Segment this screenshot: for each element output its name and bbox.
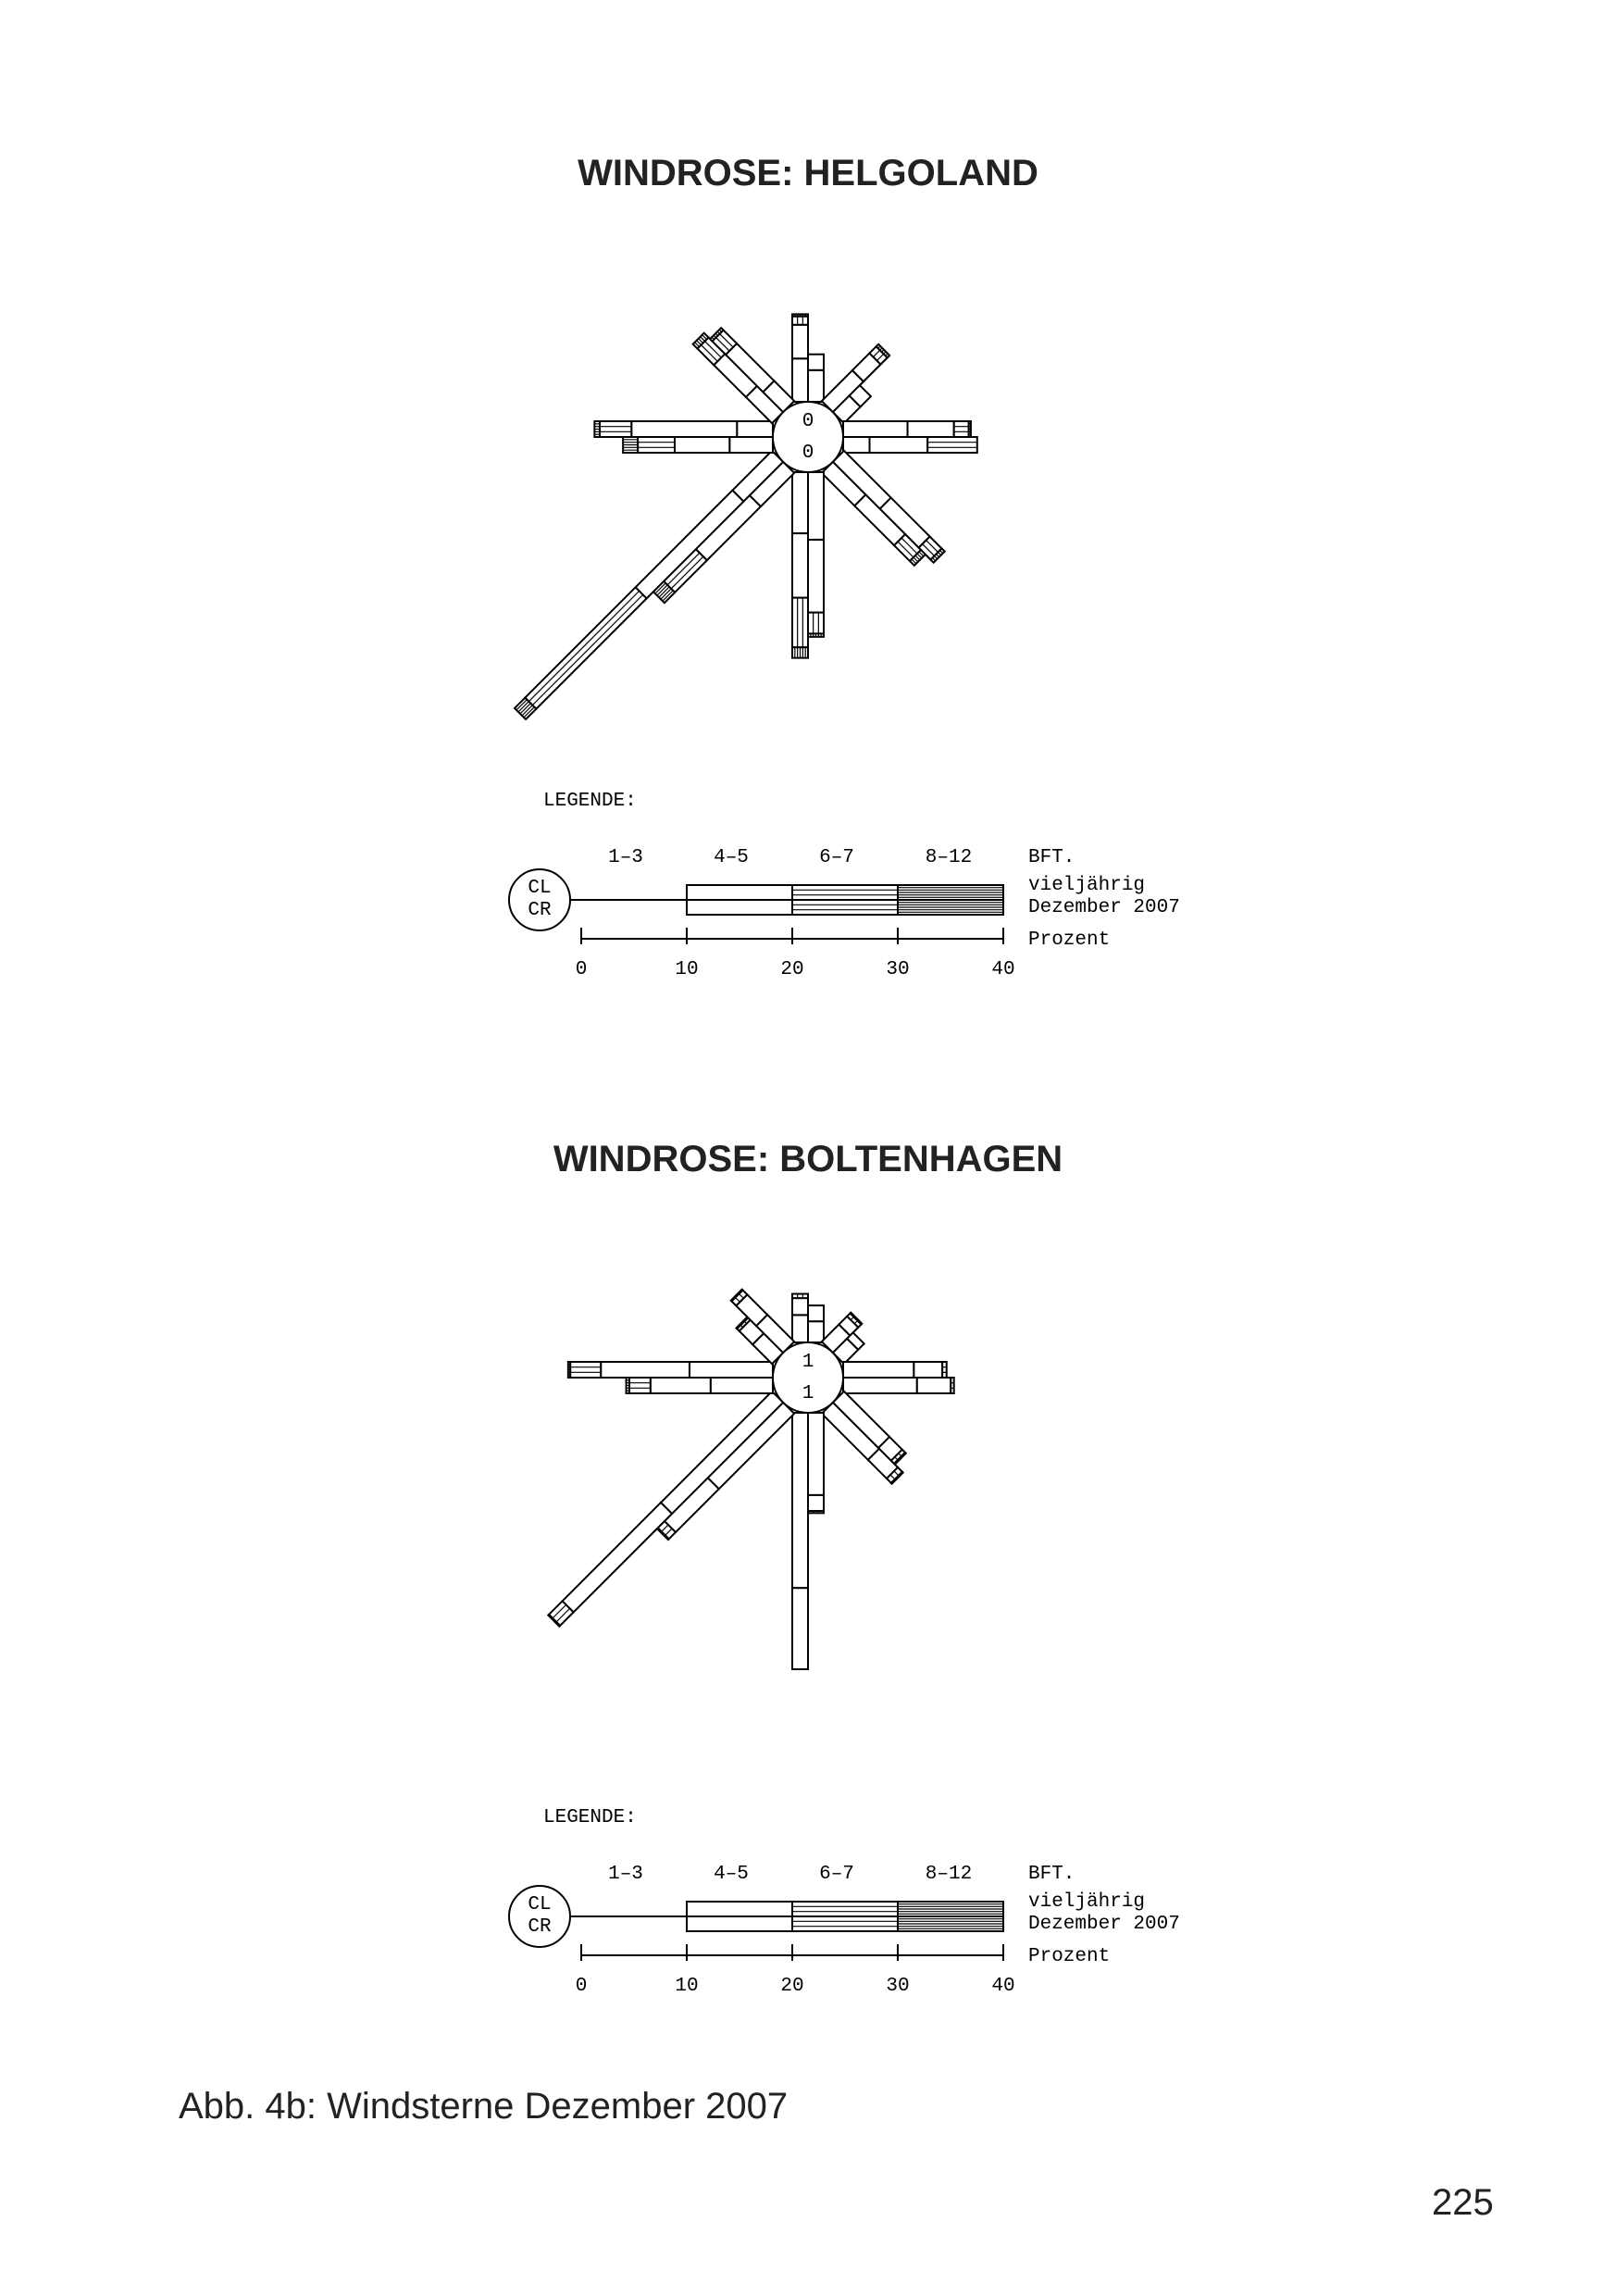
- bar-longterm-W-class-3: [629, 1378, 651, 1393]
- legend-bar-longterm-2: [687, 1902, 792, 1916]
- legend-class-4: 8–12: [925, 1864, 973, 1885]
- direction-N: [792, 314, 824, 402]
- bar-dec2007-W-class-3: [570, 1362, 601, 1378]
- legend-circle-bottom: CR: [528, 1916, 552, 1938]
- bar-dec2007-NW-hatch: [733, 1299, 734, 1300]
- legend-class-4: 8–12: [925, 847, 973, 868]
- direction-E: [843, 1362, 954, 1393]
- bar-dec2007-SW-hatch: [552, 1618, 553, 1619]
- legend-bars: [687, 885, 1003, 915]
- bar-dec2007-W-class-1: [690, 1362, 773, 1378]
- bar-dec2007-E-class-3: [951, 1378, 953, 1393]
- rose-bars: [515, 314, 977, 730]
- legend-tick-label-30: 30: [886, 959, 910, 980]
- direction-W: [568, 1362, 773, 1393]
- direction-S: [792, 472, 824, 658]
- legend-bar-dec2007-3: [792, 900, 898, 915]
- legend-circle-bottom: CR: [528, 900, 552, 921]
- bar-longterm-NE-hatch: [859, 1322, 860, 1323]
- direction-SE: [822, 1391, 914, 1484]
- bar-longterm-NE-hatch: [855, 1318, 856, 1319]
- bar-longterm-W-class-1: [711, 1378, 773, 1393]
- bar-dec2007-S-class-2: [792, 1588, 808, 1669]
- legend-line-2: Dezember 2007: [1028, 897, 1180, 918]
- figure-caption: Abb. 4b: Windsterne Dezember 2007: [179, 2086, 789, 2127]
- bar-dec2007-S-class-1: [792, 1413, 808, 1588]
- bar-longterm-E-class-1: [843, 1362, 914, 1378]
- direction-N: [792, 1294, 824, 1342]
- direction-NE: [822, 344, 901, 423]
- bar-longterm-E-class-3: [942, 1362, 947, 1378]
- bar-dec2007-SW-class-2: [636, 491, 744, 599]
- bar-dec2007-NW-hatch: [735, 1297, 736, 1298]
- bar-longterm-NW-hatch: [738, 1326, 739, 1327]
- bar-dec2007-SW-hatch: [553, 1620, 554, 1621]
- direction-S: [792, 1413, 824, 1669]
- legend-line-1: vieljährig: [1028, 875, 1146, 896]
- bar-longterm-E-class-2: [914, 1362, 942, 1378]
- legend-tick-label-0: 0: [575, 959, 588, 980]
- legend-class-1: 1–3: [608, 1864, 643, 1885]
- legend-circle-top: CL: [528, 1894, 552, 1915]
- direction-NW: [693, 322, 794, 423]
- bar-longterm-S-class-1: [808, 1413, 824, 1495]
- legend-ticks: [581, 928, 1003, 944]
- bar-dec2007-W-class-2: [601, 1362, 690, 1378]
- legend-boltenhagen: [0, 1802, 1616, 2024]
- bar-longterm-SW-hatch: [663, 1533, 664, 1534]
- bar-longterm-SW-hatch: [661, 1531, 662, 1532]
- bar-longterm-SW-hatch: [666, 1537, 667, 1538]
- direction-SW: [548, 1391, 794, 1638]
- bar-dec2007-S-class-3: [792, 598, 808, 648]
- bar-longterm-SE-hatch: [901, 1456, 902, 1457]
- bar-longterm-E-class-1: [843, 421, 908, 437]
- rose-bars: [548, 1290, 953, 1669]
- bar-longterm-NE-hatch: [857, 1320, 858, 1321]
- bar-longterm-N-class-1: [792, 358, 808, 402]
- bar-dec2007-NW-hatch: [739, 1293, 740, 1294]
- bar-dec2007-SW-hatch: [532, 594, 642, 705]
- bar-longterm-S-class-1: [808, 472, 824, 540]
- bar-dec2007-E-class-1: [843, 437, 870, 453]
- bar-longterm-N-class-3: [792, 317, 808, 325]
- legend-class-3: 6–7: [819, 1864, 854, 1885]
- direction-W: [594, 421, 773, 453]
- bar-longterm-NW-hatch: [741, 1322, 742, 1323]
- bar-dec2007-SE-hatch: [897, 1478, 898, 1479]
- bar-dec2007-N-class-1: [808, 1321, 824, 1342]
- legend-bft-label: BFT.: [1028, 847, 1075, 868]
- legend-unit: Prozent: [1028, 1946, 1111, 1967]
- legend-line-2: Dezember 2007: [1028, 1914, 1180, 1935]
- bar-dec2007-SW-hatch: [555, 1622, 556, 1623]
- bar-longterm-SW-hatch: [659, 1529, 660, 1530]
- bar-longterm-N-class-1: [792, 1315, 808, 1342]
- legend-tick-label-0: 0: [575, 1976, 588, 1997]
- bar-longterm-E-class-2: [908, 421, 954, 437]
- page-number: 225: [1432, 2182, 1494, 2223]
- legend-bft-label: BFT.: [1028, 1864, 1075, 1885]
- bar-longterm-W-class-3: [638, 437, 675, 453]
- legend-bar-dec2007-2: [687, 900, 792, 915]
- legend-bar-longterm-3: [792, 1902, 898, 1916]
- legend-tick-label-10: 10: [675, 959, 699, 980]
- direction-SW: [515, 451, 794, 730]
- direction-SE: [822, 451, 945, 574]
- bar-longterm-W-class-2: [675, 437, 729, 453]
- bar-dec2007-SE-hatch: [899, 1476, 900, 1477]
- bar-longterm-N-class-2: [792, 1298, 808, 1315]
- bar-dec2007-W-class-3: [600, 421, 631, 437]
- bar-dec2007-SW-class-2: [563, 1503, 672, 1612]
- bar-longterm-NW-hatch: [745, 1318, 746, 1319]
- legend-tick-label-20: 20: [780, 959, 804, 980]
- bar-dec2007-W-class-2: [631, 421, 737, 437]
- bar-longterm-SE-hatch: [900, 1458, 901, 1459]
- bar-dec2007-N-class-2: [808, 1305, 824, 1321]
- bar-dec2007-SW-hatch: [528, 591, 639, 701]
- bar-dec2007-SE-hatch: [895, 1479, 896, 1480]
- legend-line-1: vieljährig: [1028, 1891, 1146, 1913]
- bar-dec2007-S-class-1: [792, 472, 808, 533]
- legend-tick-label-10: 10: [675, 1976, 699, 1997]
- direction-E: [843, 421, 977, 453]
- bar-dec2007-E-class-2: [870, 437, 928, 453]
- legend-ticks: [581, 1944, 1003, 1961]
- legend-unit: Prozent: [1028, 930, 1111, 951]
- bar-longterm-N-class-2: [792, 325, 808, 358]
- bar-dec2007-SW-hatch: [550, 1616, 551, 1617]
- center-value-top: 1: [802, 1352, 814, 1373]
- legend-tick-label-20: 20: [780, 1976, 804, 1997]
- legend-circle-top: CL: [528, 878, 552, 899]
- bar-dec2007-SW-class-3: [525, 587, 646, 708]
- bar-longterm-E-class-3: [954, 421, 969, 437]
- legend-tick-label-40: 40: [991, 959, 1015, 980]
- bar-dec2007-E-class-2: [917, 1378, 951, 1393]
- rose-title-boltenhagen: WINDROSE: BOLTENHAGEN: [553, 1139, 1063, 1179]
- bar-longterm-W-class-2: [651, 1378, 711, 1393]
- bar-longterm-S-class-3: [808, 1511, 824, 1513]
- bar-longterm-S-class-2: [808, 540, 824, 613]
- bar-dec2007-W-class-1: [737, 421, 773, 437]
- bar-longterm-SE-hatch: [896, 1462, 897, 1463]
- legend-bar-dec2007-3: [792, 1916, 898, 1931]
- legend-bars: [687, 1902, 1003, 1931]
- legend-class-2: 4–5: [714, 847, 749, 868]
- center-value-bottom: 1: [802, 1383, 814, 1404]
- legend-bar-dec2007-2: [687, 1916, 792, 1931]
- bar-longterm-N-class-3: [792, 1294, 808, 1299]
- legend-title: LEGENDE:: [543, 791, 637, 812]
- bar-dec2007-E-class-3: [927, 437, 977, 453]
- legend-class-1: 1–3: [608, 847, 643, 868]
- bar-longterm-W-class-1: [729, 437, 773, 453]
- legend-class-2: 4–5: [714, 1864, 749, 1885]
- bar-longterm-SE-hatch: [898, 1460, 899, 1461]
- bar-dec2007-E-class-1: [843, 1378, 917, 1393]
- legend-tick-label-40: 40: [991, 1976, 1015, 1997]
- bar-longterm-S-class-3: [808, 613, 824, 634]
- legend-bar-longterm-3: [792, 885, 898, 900]
- legend-bar-longterm-2: [687, 885, 792, 900]
- bar-dec2007-SE-hatch: [893, 1481, 894, 1482]
- bar-dec2007-N-class-1: [808, 370, 824, 402]
- bar-longterm-S-class-2: [808, 1495, 824, 1511]
- bar-dec2007-SW-class-1: [661, 1391, 783, 1514]
- legend-tick-label-30: 30: [886, 1976, 910, 1997]
- bar-dec2007-N-class-2: [808, 355, 824, 370]
- center-value-bottom: 0: [802, 443, 814, 464]
- bar-longterm-SE-hatch: [903, 1454, 904, 1455]
- center-value-top: 0: [802, 411, 814, 432]
- legend-title: LEGENDE:: [543, 1807, 637, 1828]
- bar-dec2007-SW-hatch: [557, 1624, 558, 1625]
- bar-longterm-NE-hatch: [853, 1316, 854, 1317]
- rose-title-helgoland: WINDROSE: HELGOLAND: [578, 153, 1038, 193]
- bar-dec2007-S-class-2: [792, 533, 808, 598]
- legend-helgoland: [0, 785, 1616, 1007]
- legend-class-3: 6–7: [819, 847, 854, 868]
- bar-dec2007-NW-hatch: [737, 1295, 738, 1296]
- bar-longterm-NW-hatch: [743, 1320, 744, 1321]
